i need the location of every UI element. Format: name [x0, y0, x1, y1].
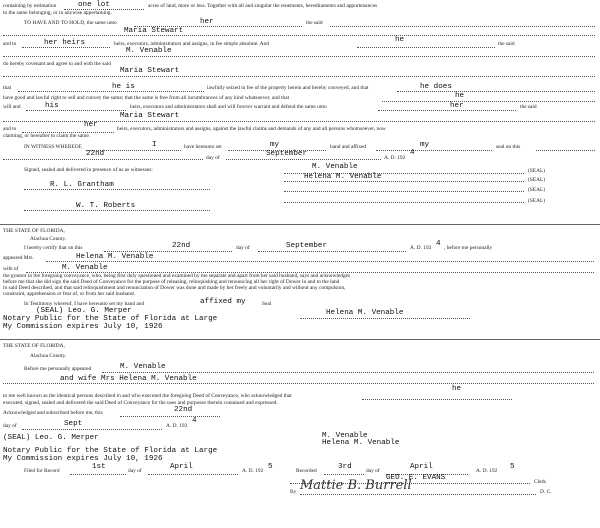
label-ad: A. D. 192 [384, 155, 406, 161]
witness-i: I [152, 141, 157, 149]
recorded-month: April [410, 463, 433, 471]
witness-name-1: R. L. Grantham [50, 181, 114, 189]
divider-2 [0, 339, 600, 340]
husband-name: M. Venable [62, 264, 108, 272]
label-and-to-2: and to [3, 126, 17, 132]
ack-body-2: before me that she did sign the said Deed of Conveyance for the purpose of releasing, relinquishing and renouncing all her right of Dower in and to the land [3, 279, 340, 285]
label-good-right: have good and lawful right to sell and convey the same; that the same is free from all incumbrances of any kind whatsoever, and that [3, 95, 290, 101]
label-the-said: the said [306, 20, 323, 26]
label-day-of-3: day of [3, 423, 17, 429]
seal-signer-1: M. Venable [312, 163, 358, 171]
label-ad-4: A. D. 192 [242, 468, 264, 474]
label-heirs-exec: heirs, executors, administrators and assigns, in fee simple absolute. And [114, 41, 269, 47]
notary-commission-1: My Commission expires July 10, 1926 [3, 323, 163, 331]
witness-day: 22nd [86, 150, 105, 158]
label-before-me: , before me personally [444, 245, 493, 251]
grantor-signer-2: Helena M. Venable [322, 439, 400, 447]
grantee-name-1: Maria Stewart [124, 27, 184, 35]
and-value: he [395, 36, 405, 44]
label-the-said-3: the said [520, 104, 537, 110]
label-witness-whereof: IN WITNESS WHEREOF, [24, 144, 83, 150]
wife-ack-month: September [286, 242, 328, 250]
recorded-year: 5 [510, 463, 515, 471]
label-claiming: claiming, or hereafter to claim the same. [3, 133, 91, 139]
label-wife-of: wife of [3, 266, 19, 272]
grantee-name-2: Maria Stewart [120, 67, 180, 75]
label-filed: Filed for Record [24, 468, 60, 474]
witness-month: September [266, 150, 308, 158]
acres-value: one lot [78, 1, 110, 9]
divider-1 [0, 224, 600, 225]
label-certify: I hereby certify that on this [24, 245, 83, 251]
county-label-2: Alachua County. [30, 353, 67, 359]
witness-year: 4 [410, 149, 415, 157]
label-ad-2: A. D. 192 [410, 245, 432, 251]
label-by: By [290, 489, 297, 495]
label-ack-subscribed: Acknowledged and subscribed before me, this [3, 410, 103, 416]
label-acres: acres of land, more or less. Together with all and singular the tenements, hereditaments and appurtenances [148, 3, 378, 9]
grantor-signer-1: M. Venable [322, 432, 368, 440]
grantor-ack-month: Sept [64, 420, 83, 428]
label-day-of: day of [206, 155, 220, 161]
wife-ack-year: 4 [436, 240, 441, 248]
label-ad-5: A. D. 192 [476, 468, 498, 474]
recorded-day: 3rd [338, 463, 352, 471]
her-value: her [450, 102, 464, 110]
seal-label-2: (SEAL) [528, 177, 546, 183]
he-is-value: he is [112, 83, 135, 91]
label-seal-on: seal on this [496, 144, 521, 150]
label-lawful-claims: heirs, executors, administrators and assigns, against the lawful claims and demands of any and all persons whomsoever, now [117, 126, 386, 132]
ack-body-3: in said Deed described, and that said relinquishment and renunciation of Dower was done and made by her freely and voluntarily and without any compulsion, [3, 285, 346, 291]
label-recorded: Recorded [296, 468, 317, 474]
clerk-typed-name: GEO. E. EVANS [386, 474, 446, 482]
label-belonging: to the same belonging, or in anywise appertaining. [3, 10, 112, 16]
wife-name: Helena M. Venable [76, 253, 154, 261]
seal-signer-2: Helena M. Venable [304, 173, 382, 181]
he-does-value: he does [420, 83, 452, 91]
label-day-of-2: day of [236, 245, 250, 251]
label-day-of-5: day of [366, 468, 380, 474]
label-appeared: appeared Mrs. [3, 255, 34, 261]
ack-body-1: the grantor in the foregoing conveyance, who, being first duly questioned and examined by me separate and apart from her said husband, says and acknowledges [3, 273, 351, 279]
his-value: his [45, 102, 59, 110]
label-before-me-personally: Before me personally appeared [24, 366, 92, 372]
label-warrant: heirs, executors and administrators shall and will forever warrant and defend the same unto [130, 104, 327, 110]
wife-signer: Helena M. Venable [326, 309, 404, 317]
her-value-2: her [84, 121, 98, 129]
heirs-value: her heirs [44, 39, 86, 47]
filed-day: 1st [92, 463, 106, 471]
notary-seal-1: (SEAL) Leo. G. Merper [36, 307, 132, 315]
label-containing: containing by estimation [3, 3, 57, 9]
label-seized: lawfully seized in fee of the property herein and hereby conveyed, and that [207, 85, 369, 91]
grantor-name-1: M. Venable [126, 47, 172, 55]
deputy-clerk-signature: Mattie B. Burrell [300, 478, 412, 493]
label-to-me: to me well known as the identical persons described in and who executed the foregoing Deed of Conveyance, who acknowledged that [3, 393, 292, 399]
label-and-to: and to [3, 41, 17, 47]
ack-he-value: he [452, 385, 462, 393]
affixed-my: affixed my [200, 298, 246, 306]
seal-label-4: (SEAL) [528, 198, 546, 204]
state-heading-2: THE STATE OF FLORIDA, [3, 343, 65, 349]
he-value: he [455, 92, 465, 100]
filed-year: 5 [268, 463, 273, 471]
grantee-name-3: Maria Stewart [120, 112, 180, 120]
state-heading-1: THE STATE OF FLORIDA, [3, 228, 65, 234]
county-label-1: Alachua County. [30, 236, 67, 242]
label-seal-word: Seal [262, 301, 272, 307]
label-have-hereunto: have hereunto set [184, 144, 222, 150]
label-that: that [3, 85, 12, 91]
label-testimony: In Testimony whereof, I have hereunto set my hand and [24, 301, 145, 307]
label-dc: D. C. [540, 489, 552, 495]
label-the-said-2: the said [498, 41, 515, 47]
label-executed: executed, signed, sealed and delivered the said Deed of Conveyance for the uses and purposes therein contained and expressed. [3, 400, 278, 406]
wife-ack-day: 22nd [172, 242, 191, 250]
wife-line-ack: and wife Mrs Helena M. Venable [60, 375, 197, 383]
seal-label-1: (SEAL) [528, 168, 546, 174]
label-ad-3: A. D. 192 [166, 423, 188, 429]
label-clerk: Clerk [534, 479, 546, 485]
witness-name-2: W. T. Roberts [76, 202, 136, 210]
label-hand-and: hand and affixed [330, 144, 367, 150]
grantor-name-ack: M. Venable [120, 363, 166, 371]
witness-my: my [270, 141, 280, 149]
grantor-ack-day: 22nd [174, 406, 193, 414]
have-hold-name: her [200, 18, 214, 26]
notary-seal-2: (SEAL) Leo. G. Merper [3, 434, 99, 442]
witness-my-2: my [420, 141, 430, 149]
notary-commission-2: My Commission expires July 10, 1926 [3, 455, 163, 463]
label-covenant: do hereby covenant and agree to and with the said [3, 61, 111, 67]
filed-month: April [170, 463, 193, 471]
notary-title-1: Notary Public for the State of Florida at Large [3, 315, 218, 323]
label-signed-sealed: Signed, sealed and delivered in presence of us as witnesses: [24, 167, 153, 173]
grantor-ack-year: 4 [192, 417, 197, 425]
seal-label-3: (SEAL) [528, 187, 546, 193]
ack-body-4: constraint, apprehension or fear of, or from her said husband. [3, 291, 136, 297]
label-will-and: will and [3, 104, 21, 110]
notary-title-2: Notary Public for the State of Florida at Large [3, 447, 218, 455]
label-have-hold: TO HAVE AND TO HOLD, the same unto [24, 20, 117, 26]
label-day-of-4: day of [128, 468, 142, 474]
